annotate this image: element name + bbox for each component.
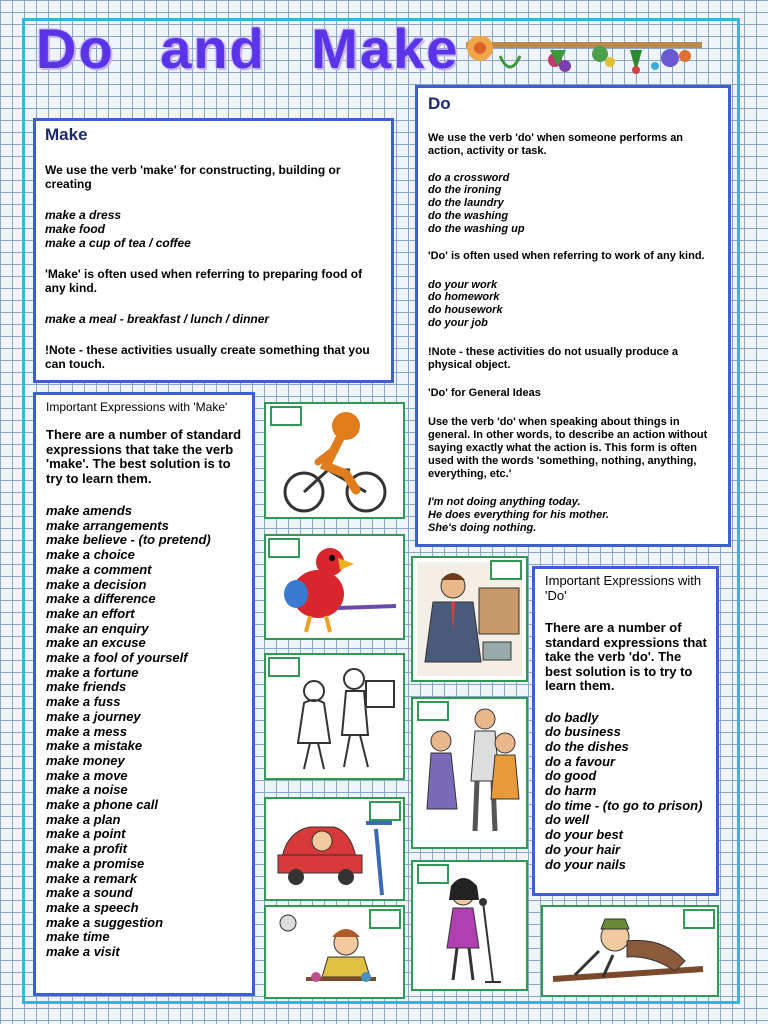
list-item: do your work [428, 278, 498, 291]
list-item: I'm not doing anything today. [428, 496, 581, 509]
list-item: make food [45, 222, 106, 236]
page-title: Do and Make [36, 17, 460, 80]
do-general-heading: 'Do' for General Ideas [428, 387, 541, 400]
list-item: make a mistake [46, 738, 143, 754]
make-expressions-heading: Important Expressions with 'Make' [46, 400, 228, 414]
list-item: make a difference [46, 591, 156, 607]
make-intro: We use the verb 'make' for constructing, building or creating [45, 163, 341, 191]
list-item: make a visit [46, 944, 120, 960]
list-item: do business [545, 724, 621, 740]
leaning-man-picture [541, 905, 719, 997]
singer-picture [411, 860, 528, 991]
list-item: make friends [46, 679, 127, 695]
list-item: make an enquiry [46, 620, 149, 636]
list-item: make a comment [46, 561, 152, 577]
list-item: make a sound [46, 885, 133, 901]
list-item: She's doing nothing. [428, 521, 537, 534]
list-item: make a journey [46, 708, 141, 724]
list-item: do your best [545, 827, 624, 843]
list-item: do the washing up [428, 222, 525, 235]
do-expressions-section [532, 566, 719, 896]
list-item: do good [545, 768, 597, 784]
make-expressions-intro: There are a number of standard expressions that take the verb 'make'. The best solution is to try to learn them. [46, 427, 242, 486]
list-item: make a remark [46, 870, 138, 886]
list-item: make a promise [46, 855, 145, 871]
couple-shopping-picture [264, 653, 405, 780]
list-item: make a phone call [46, 797, 158, 813]
answer-box[interactable] [268, 538, 300, 558]
list-item: make time [46, 929, 110, 945]
businessman-picture [411, 556, 528, 682]
cooking-woman-picture [264, 905, 405, 999]
list-item: do the ironing [428, 184, 502, 197]
do-expressions-list [545, 711, 707, 873]
make-note: !Note - these activities usually create something that you can touch. [45, 343, 370, 371]
make-heading: Make [45, 125, 88, 144]
answer-box[interactable] [268, 657, 300, 677]
list-item: make a suggestion [46, 914, 164, 930]
list-item: do your hair [545, 841, 621, 857]
list-item: make a fuss [46, 694, 121, 710]
three-people-picture [411, 697, 528, 849]
make-expressions-list [46, 504, 243, 960]
list-item: make arrangements [46, 517, 169, 533]
cyclist-picture [264, 402, 405, 519]
answer-box[interactable] [417, 701, 449, 721]
list-item: He does everything for his mother. [428, 509, 609, 522]
list-item: make a plan [46, 811, 121, 827]
list-item: do the dishes [545, 738, 629, 754]
do-examples-list [428, 172, 718, 236]
list-item: make a speech [46, 899, 139, 915]
list-item: make a choice [46, 547, 135, 563]
do-general-text: Use the verb 'do' when speaking about things in general. In other words, to describe an action without saying exactly what the action is. This form is often used with the words 'something, nothing, anything, everything, etc.' [428, 416, 708, 480]
list-item: make amends [46, 503, 132, 518]
list-item: do housework [428, 304, 503, 317]
answer-box[interactable] [490, 560, 522, 580]
flower-garland-image [460, 36, 710, 82]
do-expressions-heading: Important Expressions with 'Do' [545, 573, 702, 603]
list-item: make a mess [46, 723, 127, 739]
do-intro: We use the verb 'do' when someone performs an action, activity or task. [428, 132, 684, 157]
list-item: do homework [428, 291, 500, 304]
list-item: make a fool of yourself [46, 650, 188, 666]
list-item: do the laundry [428, 197, 504, 210]
list-item: do a crossword [428, 171, 510, 184]
list-item: do your job [428, 316, 488, 329]
do-section [415, 85, 731, 547]
make-meal-example: make a meal - breakfast / lunch / dinner [45, 312, 270, 326]
do-note: !Note - these activities do not usually produce a physical object. [428, 345, 678, 371]
list-item: make an excuse [46, 635, 146, 651]
list-item: do well [545, 812, 590, 828]
list-item: make a move [46, 767, 128, 783]
do-work-note: 'Do' is often used when referring to work of any kind. [428, 249, 705, 262]
list-item: make a profit [46, 841, 127, 857]
list-item: do time - (to go to prison) [545, 797, 703, 813]
list-item: make a point [46, 826, 126, 842]
answer-box[interactable] [369, 801, 401, 821]
do-expressions-intro: There are a number of standard expressions that take the verb 'do'. The best solution is to try to learn them. [545, 620, 707, 693]
answer-box[interactable] [369, 909, 401, 929]
list-item: do your nails [545, 856, 626, 872]
list-item: make a cup of tea / coffee [45, 236, 191, 250]
make-examples-list [45, 208, 382, 250]
list-item: make a noise [46, 782, 128, 798]
answer-box[interactable] [417, 864, 449, 884]
list-item: make money [46, 752, 125, 768]
do-work-list [428, 279, 718, 330]
list-item: make a dress [45, 208, 122, 222]
parrot-picture [264, 534, 405, 640]
list-item: do a favour [545, 753, 616, 769]
make-food-note: 'Make' is often used when referring to preparing food of any kind. [45, 267, 363, 295]
do-general-examples [428, 496, 718, 534]
do-heading: Do [428, 94, 451, 113]
make-expressions-section [33, 392, 255, 996]
list-item: make a decision [46, 576, 147, 592]
car-picture [264, 797, 405, 901]
list-item: make an effort [46, 605, 135, 621]
list-item: do harm [545, 783, 597, 799]
list-item: do badly [545, 709, 599, 725]
answer-box[interactable] [683, 909, 715, 929]
make-section [33, 118, 394, 383]
answer-box[interactable] [270, 406, 302, 426]
list-item: make a fortune [46, 664, 139, 680]
list-item: do the washing [428, 209, 509, 222]
list-item: make believe - (to pretend) [46, 532, 211, 548]
